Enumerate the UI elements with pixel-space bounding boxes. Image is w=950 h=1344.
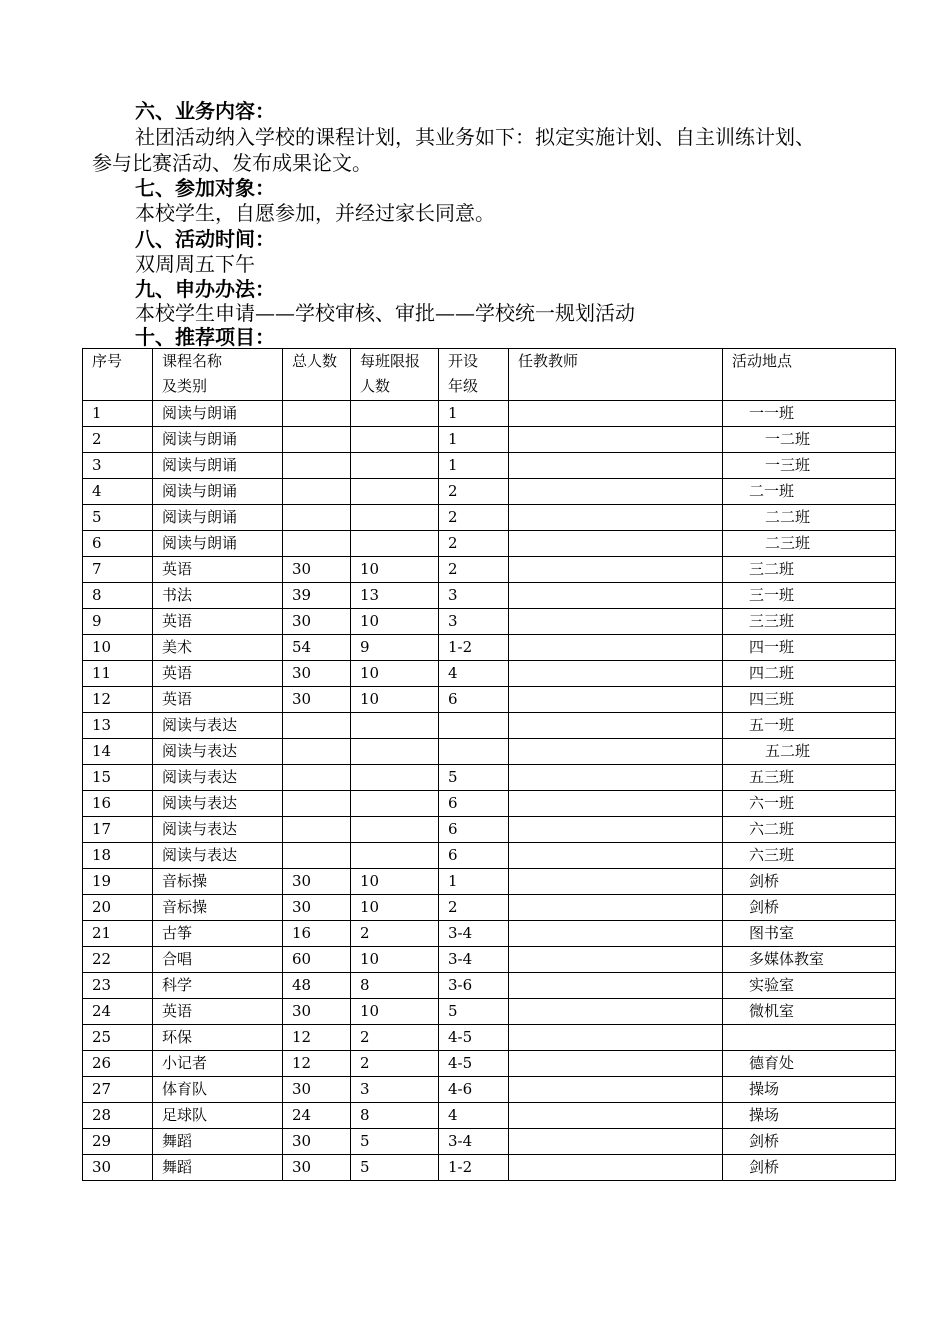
header-limit: 每班限报 人数	[351, 349, 439, 401]
cell-grade: 1-2	[439, 635, 509, 661]
cell-no: 20	[83, 895, 153, 921]
table-row	[83, 1155, 896, 1181]
cell-no: 23	[83, 973, 153, 999]
section-heading-time: 八、活动时间：	[135, 227, 275, 251]
table-row	[83, 505, 896, 531]
cell-place: 微机室	[723, 999, 896, 1025]
cell-no: 5	[83, 505, 153, 531]
cell-teacher	[509, 479, 723, 505]
cell-teacher	[509, 427, 723, 453]
cell-teacher	[509, 1155, 723, 1181]
cell-limit: 2	[351, 1051, 439, 1077]
cell-no: 18	[83, 843, 153, 869]
cell-total: 30	[283, 895, 351, 921]
cell-grade: 1	[439, 869, 509, 895]
table-row	[83, 765, 896, 791]
cell-limit: 3	[351, 1077, 439, 1103]
cell-limit: 10	[351, 895, 439, 921]
cell-course: 阅读与表达	[153, 765, 283, 791]
table-row	[83, 791, 896, 817]
cell-teacher	[509, 947, 723, 973]
cell-teacher	[509, 791, 723, 817]
cell-no: 17	[83, 817, 153, 843]
cell-place	[723, 1025, 896, 1051]
cell-no: 29	[83, 1129, 153, 1155]
cell-place: 四一班	[723, 635, 896, 661]
table-row	[83, 999, 896, 1025]
table-row	[83, 1103, 896, 1129]
cell-teacher	[509, 921, 723, 947]
table-row	[83, 713, 896, 739]
cell-limit	[351, 791, 439, 817]
cell-grade: 3-6	[439, 973, 509, 999]
cell-place: 六二班	[723, 817, 896, 843]
table-row	[83, 1051, 896, 1077]
cell-teacher	[509, 739, 723, 765]
cell-limit: 10	[351, 661, 439, 687]
cell-limit: 10	[351, 557, 439, 583]
cell-limit	[351, 739, 439, 765]
cell-no: 13	[83, 713, 153, 739]
cell-course: 美术	[153, 635, 283, 661]
cell-limit	[351, 817, 439, 843]
cell-grade: 1-2	[439, 1155, 509, 1181]
cell-place: 四三班	[723, 687, 896, 713]
section-heading-participants: 七、参加对象：	[135, 176, 275, 200]
cell-teacher	[509, 869, 723, 895]
cell-total	[283, 505, 351, 531]
cell-place: 剑桥	[723, 1155, 896, 1181]
cell-course: 音标操	[153, 895, 283, 921]
cell-limit: 10	[351, 869, 439, 895]
cell-course: 阅读与朗诵	[153, 479, 283, 505]
cell-teacher	[509, 635, 723, 661]
table-row	[83, 453, 896, 479]
cell-no: 16	[83, 791, 153, 817]
cell-limit: 10	[351, 999, 439, 1025]
cell-grade: 3	[439, 583, 509, 609]
table-header-row	[83, 349, 896, 401]
cell-total: 30	[283, 1077, 351, 1103]
cell-course: 阅读与朗诵	[153, 531, 283, 557]
cell-teacher	[509, 531, 723, 557]
table-row	[83, 687, 896, 713]
cell-place: 五一班	[723, 713, 896, 739]
cell-limit: 5	[351, 1129, 439, 1155]
cell-course: 科学	[153, 973, 283, 999]
cell-grade: 4-5	[439, 1025, 509, 1051]
table-row	[83, 479, 896, 505]
cell-grade: 6	[439, 817, 509, 843]
header-total: 总人数	[283, 349, 351, 401]
cell-place: 操场	[723, 1103, 896, 1129]
cell-course: 阅读与表达	[153, 791, 283, 817]
cell-teacher	[509, 557, 723, 583]
cell-teacher	[509, 713, 723, 739]
cell-limit	[351, 401, 439, 427]
cell-place: 三三班	[723, 609, 896, 635]
table-row	[83, 635, 896, 661]
cell-total: 30	[283, 557, 351, 583]
cell-total: 30	[283, 687, 351, 713]
cell-limit	[351, 765, 439, 791]
cell-place: 二二班	[723, 505, 896, 531]
cell-no: 21	[83, 921, 153, 947]
cell-course: 英语	[153, 609, 283, 635]
cell-total: 30	[283, 1129, 351, 1155]
cell-course: 合唱	[153, 947, 283, 973]
cell-place: 五二班	[723, 739, 896, 765]
time-text: 双周周五下午	[135, 252, 255, 276]
cell-grade	[439, 713, 509, 739]
participants-text: 本校学生，自愿参加，并经过家长同意。	[135, 201, 495, 225]
cell-no: 26	[83, 1051, 153, 1077]
table-row	[83, 1025, 896, 1051]
cell-grade: 4	[439, 661, 509, 687]
table-row	[83, 1129, 896, 1155]
cell-limit: 2	[351, 1025, 439, 1051]
cell-grade: 2	[439, 531, 509, 557]
cell-total	[283, 739, 351, 765]
cell-total	[283, 453, 351, 479]
table-row	[83, 1077, 896, 1103]
cell-no: 19	[83, 869, 153, 895]
cell-total	[283, 427, 351, 453]
table-row	[83, 973, 896, 999]
cell-teacher	[509, 973, 723, 999]
cell-no: 8	[83, 583, 153, 609]
business-text-line-1: 社团活动纳入学校的课程计划，其业务如下：拟定实施计划、自主训练计划、	[135, 125, 815, 149]
cell-course: 阅读与朗诵	[153, 505, 283, 531]
cell-limit	[351, 427, 439, 453]
cell-no: 6	[83, 531, 153, 557]
cell-course: 英语	[153, 999, 283, 1025]
header-grade: 开设 年级	[439, 349, 509, 401]
cell-total	[283, 713, 351, 739]
cell-grade: 5	[439, 765, 509, 791]
cell-place: 三一班	[723, 583, 896, 609]
cell-place: 二一班	[723, 479, 896, 505]
cell-grade: 2	[439, 505, 509, 531]
cell-limit	[351, 713, 439, 739]
cell-no: 15	[83, 765, 153, 791]
cell-total: 54	[283, 635, 351, 661]
cell-total: 24	[283, 1103, 351, 1129]
cell-course: 舞蹈	[153, 1155, 283, 1181]
cell-grade: 1	[439, 427, 509, 453]
cell-teacher	[509, 843, 723, 869]
cell-teacher	[509, 817, 723, 843]
cell-place: 实验室	[723, 973, 896, 999]
cell-course: 阅读与朗诵	[153, 427, 283, 453]
cell-course: 阅读与表达	[153, 817, 283, 843]
cell-total: 12	[283, 1025, 351, 1051]
cell-limit: 10	[351, 947, 439, 973]
cell-grade: 2	[439, 479, 509, 505]
cell-course: 书法	[153, 583, 283, 609]
cell-place: 三二班	[723, 557, 896, 583]
cell-place: 六一班	[723, 791, 896, 817]
cell-teacher	[509, 1129, 723, 1155]
cell-teacher	[509, 1077, 723, 1103]
table-row	[83, 609, 896, 635]
cell-total: 16	[283, 921, 351, 947]
cell-place: 操场	[723, 1077, 896, 1103]
cell-no: 22	[83, 947, 153, 973]
cell-teacher	[509, 1025, 723, 1051]
cell-no: 27	[83, 1077, 153, 1103]
cell-limit	[351, 505, 439, 531]
cell-limit	[351, 453, 439, 479]
cell-no: 25	[83, 1025, 153, 1051]
cell-teacher	[509, 401, 723, 427]
cell-teacher	[509, 999, 723, 1025]
table-row	[83, 401, 896, 427]
cell-limit: 13	[351, 583, 439, 609]
cell-course: 足球队	[153, 1103, 283, 1129]
cell-grade: 2	[439, 895, 509, 921]
cell-place: 多媒体教室	[723, 947, 896, 973]
cell-place: 一三班	[723, 453, 896, 479]
cell-course: 舞蹈	[153, 1129, 283, 1155]
cell-teacher	[509, 505, 723, 531]
cell-total	[283, 843, 351, 869]
cell-place: 一二班	[723, 427, 896, 453]
table-row	[83, 817, 896, 843]
cell-limit: 9	[351, 635, 439, 661]
cell-place: 剑桥	[723, 895, 896, 921]
cell-grade: 4-6	[439, 1077, 509, 1103]
cell-place: 剑桥	[723, 869, 896, 895]
table-row	[83, 661, 896, 687]
cell-teacher	[509, 453, 723, 479]
cell-teacher	[509, 765, 723, 791]
table-row	[83, 739, 896, 765]
cell-course: 阅读与朗诵	[153, 453, 283, 479]
cell-teacher	[509, 687, 723, 713]
cell-course: 体育队	[153, 1077, 283, 1103]
cell-limit: 8	[351, 1103, 439, 1129]
cell-total: 30	[283, 661, 351, 687]
cell-total: 48	[283, 973, 351, 999]
cell-no: 10	[83, 635, 153, 661]
header-no: 序号	[83, 349, 153, 401]
cell-limit	[351, 531, 439, 557]
cell-total: 30	[283, 609, 351, 635]
application-text: 本校学生申请——学校审核、审批——学校统一规划活动	[135, 301, 635, 325]
table-row	[83, 427, 896, 453]
cell-limit: 2	[351, 921, 439, 947]
cell-grade: 6	[439, 843, 509, 869]
cell-total	[283, 791, 351, 817]
cell-grade	[439, 739, 509, 765]
cell-place: 四二班	[723, 661, 896, 687]
table-row	[83, 869, 896, 895]
projects-table	[82, 348, 896, 1181]
cell-place: 剑桥	[723, 1129, 896, 1155]
cell-no: 3	[83, 453, 153, 479]
cell-teacher	[509, 609, 723, 635]
table-row	[83, 921, 896, 947]
cell-grade: 3-4	[439, 1129, 509, 1155]
cell-place: 图书室	[723, 921, 896, 947]
cell-no: 12	[83, 687, 153, 713]
cell-total: 30	[283, 869, 351, 895]
table-row	[83, 557, 896, 583]
cell-course: 环保	[153, 1025, 283, 1051]
cell-place: 六三班	[723, 843, 896, 869]
cell-total	[283, 765, 351, 791]
cell-course: 英语	[153, 687, 283, 713]
cell-grade: 3-4	[439, 921, 509, 947]
cell-grade: 5	[439, 999, 509, 1025]
header-course: 课程名称 及类别	[153, 349, 283, 401]
cell-no: 30	[83, 1155, 153, 1181]
cell-grade: 6	[439, 791, 509, 817]
cell-no: 4	[83, 479, 153, 505]
cell-grade: 4-5	[439, 1051, 509, 1077]
cell-no: 14	[83, 739, 153, 765]
cell-course: 阅读与表达	[153, 843, 283, 869]
cell-grade: 1	[439, 453, 509, 479]
cell-limit: 8	[351, 973, 439, 999]
cell-course: 阅读与表达	[153, 713, 283, 739]
cell-teacher	[509, 583, 723, 609]
cell-total: 60	[283, 947, 351, 973]
cell-total	[283, 817, 351, 843]
cell-teacher	[509, 1103, 723, 1129]
table-row	[83, 843, 896, 869]
table-row	[83, 947, 896, 973]
cell-place: 德育处	[723, 1051, 896, 1077]
cell-course: 英语	[153, 661, 283, 687]
cell-place: 五三班	[723, 765, 896, 791]
cell-place: 一一班	[723, 401, 896, 427]
cell-total	[283, 401, 351, 427]
cell-total: 12	[283, 1051, 351, 1077]
cell-teacher	[509, 895, 723, 921]
cell-teacher	[509, 1051, 723, 1077]
business-text-line-2: 参与比赛活动、发布成果论文。	[92, 151, 372, 175]
cell-grade: 3-4	[439, 947, 509, 973]
cell-course: 音标操	[153, 869, 283, 895]
header-place: 活动地点	[723, 349, 896, 401]
cell-no: 1	[83, 401, 153, 427]
table-row	[83, 583, 896, 609]
cell-course: 阅读与朗诵	[153, 401, 283, 427]
cell-no: 9	[83, 609, 153, 635]
cell-total: 39	[283, 583, 351, 609]
cell-grade: 3	[439, 609, 509, 635]
cell-limit	[351, 479, 439, 505]
cell-course: 古筝	[153, 921, 283, 947]
cell-grade: 6	[439, 687, 509, 713]
cell-course: 小记者	[153, 1051, 283, 1077]
cell-no: 11	[83, 661, 153, 687]
cell-no: 7	[83, 557, 153, 583]
cell-course: 英语	[153, 557, 283, 583]
header-teacher: 任教教师	[509, 349, 723, 401]
table-row	[83, 531, 896, 557]
cell-total: 30	[283, 1155, 351, 1181]
cell-limit: 10	[351, 609, 439, 635]
cell-no: 28	[83, 1103, 153, 1129]
cell-course: 阅读与表达	[153, 739, 283, 765]
section-heading-projects: 十、推荐项目：	[135, 325, 275, 349]
cell-limit: 10	[351, 687, 439, 713]
cell-teacher	[509, 661, 723, 687]
cell-limit	[351, 843, 439, 869]
cell-limit: 5	[351, 1155, 439, 1181]
cell-total: 30	[283, 999, 351, 1025]
cell-grade: 2	[439, 557, 509, 583]
cell-place: 二三班	[723, 531, 896, 557]
cell-no: 2	[83, 427, 153, 453]
section-heading-business: 六、业务内容：	[135, 99, 275, 123]
cell-total	[283, 479, 351, 505]
section-heading-application: 九、申办办法：	[135, 277, 275, 301]
cell-no: 24	[83, 999, 153, 1025]
table-row	[83, 895, 896, 921]
cell-grade: 1	[439, 401, 509, 427]
cell-total	[283, 531, 351, 557]
cell-grade: 4	[439, 1103, 509, 1129]
